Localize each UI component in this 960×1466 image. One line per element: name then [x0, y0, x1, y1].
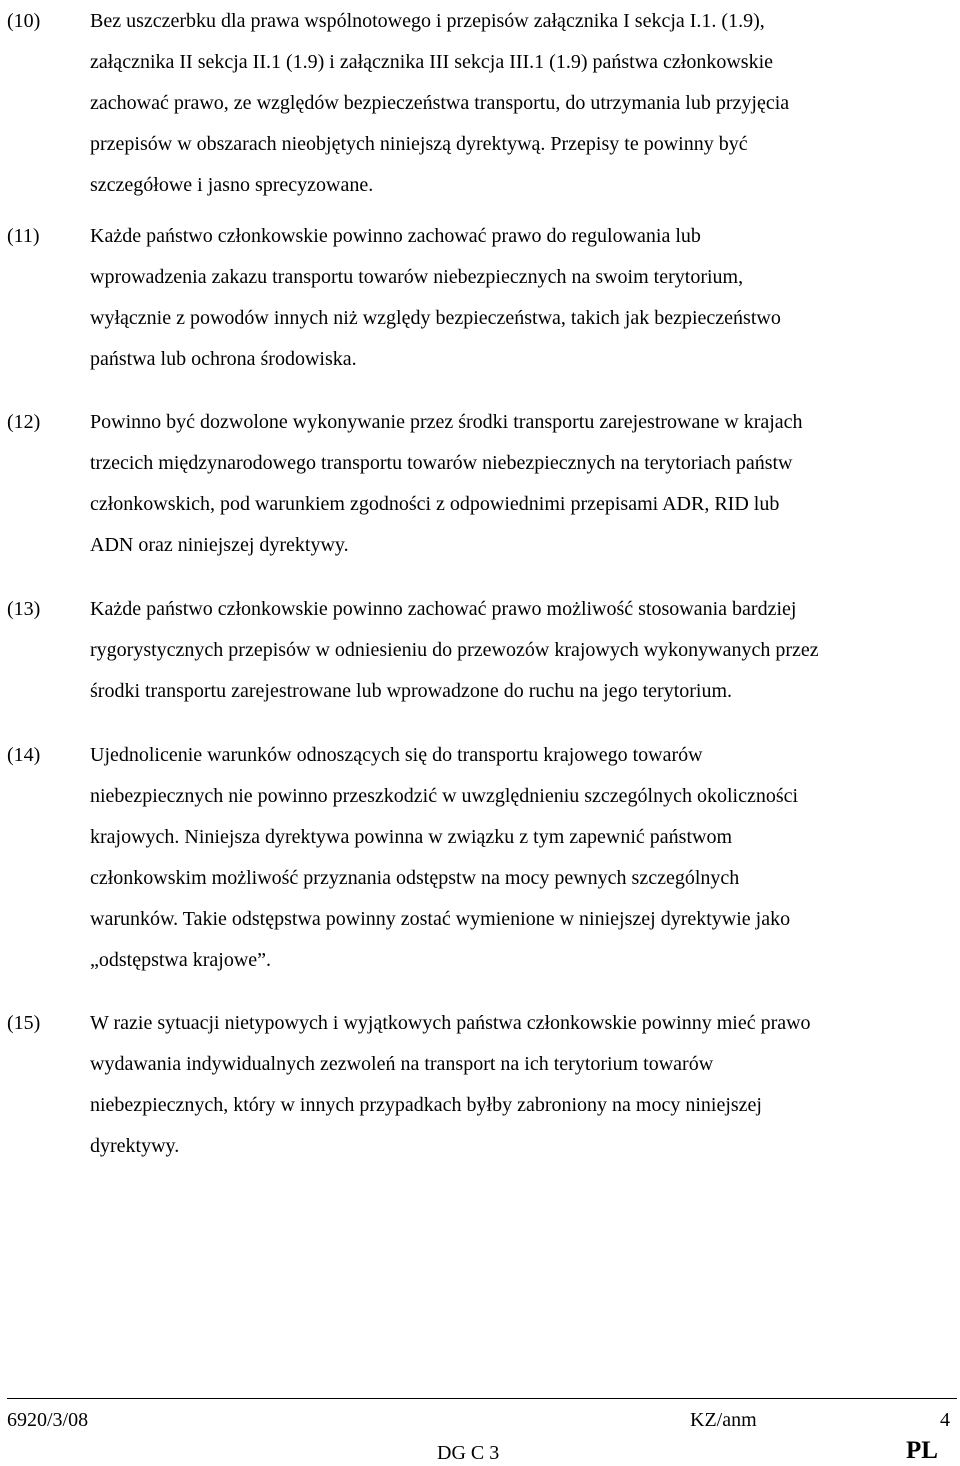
- recital-line: krajowych. Niniejsza dyrektywa powinna w związku z tym zapewnić państwom: [90, 826, 733, 848]
- recital-text: [90, 1003, 955, 1167]
- recital-line: państwa lub ochrona środowiska.: [90, 348, 357, 370]
- recital-line: W razie sytuacji nietypowych i wyjątkowych państwa członkowskie powinny mieć prawo: [90, 1012, 811, 1034]
- document-number: 6920/3/08: [7, 1409, 89, 1431]
- recital-line: Bez uszczerbku dla prawa wspólnotowego i przepisów załącznika I sekcja I.1. (1.9),: [90, 10, 765, 32]
- recital-line: niebezpiecznych, który w innych przypadkach byłby zabroniony na mocy niniejszej: [90, 1094, 762, 1116]
- recital-number: (12): [7, 411, 41, 433]
- recital-text: [90, 589, 955, 712]
- recital-number: (11): [7, 225, 40, 247]
- recital-line: zachować prawo, ze względów bezpieczeństwa transportu, do utrzymania lub przyjęcia: [90, 92, 790, 114]
- recital-number: (14): [7, 744, 41, 766]
- recital-line: rygorystycznych przepisów w odniesieniu do przewozów krajowych wykonywanych przez: [90, 639, 819, 661]
- author-initials: KZ/anm: [690, 1409, 757, 1431]
- recital-line: niebezpiecznych nie powinno przeszkodzić w uwzględnieniu szczególnych okoliczności: [90, 785, 799, 807]
- recital-line: „odstępstwa krajowe”.: [90, 949, 272, 971]
- recital-line: Ujednolicenie warunków odnoszących się do transportu krajowego towarów: [90, 744, 703, 766]
- recital-line: szczegółowe i jasno sprecyzowane.: [90, 174, 374, 196]
- recital-line: dyrektywy.: [90, 1135, 180, 1157]
- recital-line: przepisów w obszarach nieobjętych niniejszą dyrektywą. Przepisy te powinny być: [90, 133, 748, 155]
- recital-text: [90, 735, 955, 981]
- recital-text: [90, 1, 955, 206]
- recital-line: trzecich międzynarodowego transportu towarów niebezpiecznych na terytoriach państw: [90, 452, 793, 474]
- recital-line: Każde państwo członkowskie powinno zachować prawo do regulowania lub: [90, 225, 701, 247]
- recital-line: ADN oraz niniejszej dyrektywy.: [90, 534, 349, 556]
- recital-line: załącznika II sekcja II.1 (1.9) i załącznika III sekcja III.1 (1.9) państwa członkowskie: [90, 51, 773, 73]
- directorate-code: DG C 3: [437, 1442, 500, 1464]
- recital-line: wydawania indywidualnych zezwoleń na transport na ich terytorium towarów: [90, 1053, 714, 1075]
- recital-number: (10): [7, 10, 41, 32]
- recital-line: Powinno być dozwolone wykonywanie przez środki transportu zarejestrowane w krajach: [90, 411, 803, 433]
- recital-line: członkowskim możliwość przyznania odstępstw na mocy pewnych szczególnych: [90, 867, 740, 889]
- recital-line: warunków. Takie odstępstwa powinny zostać wymienione w niniejszej dyrektywie jako: [90, 908, 791, 930]
- recital-line: wyłącznie z powodów innych niż względy bezpieczeństwa, takich jak bezpieczeństwo: [90, 307, 781, 329]
- recital-line: Każde państwo członkowskie powinno zachować prawo możliwość stosowania bardziej: [90, 598, 797, 620]
- page-number: 4: [940, 1409, 950, 1431]
- footer-divider: [7, 1398, 957, 1399]
- recital-line: środki transportu zarejestrowane lub wprowadzone do ruchu na jego terytorium.: [90, 680, 733, 702]
- language-code: PL: [906, 1437, 938, 1464]
- recital-text: [90, 216, 955, 380]
- recital-text: [90, 402, 955, 566]
- recital-number: (13): [7, 598, 41, 620]
- recital-line: wprowadzenia zakazu transportu towarów niebezpiecznych na swoim terytorium,: [90, 266, 744, 288]
- recital-number: (15): [7, 1012, 41, 1034]
- recital-line: członkowskich, pod warunkiem zgodności z odpowiednimi przepisami ADR, RID lub: [90, 493, 780, 515]
